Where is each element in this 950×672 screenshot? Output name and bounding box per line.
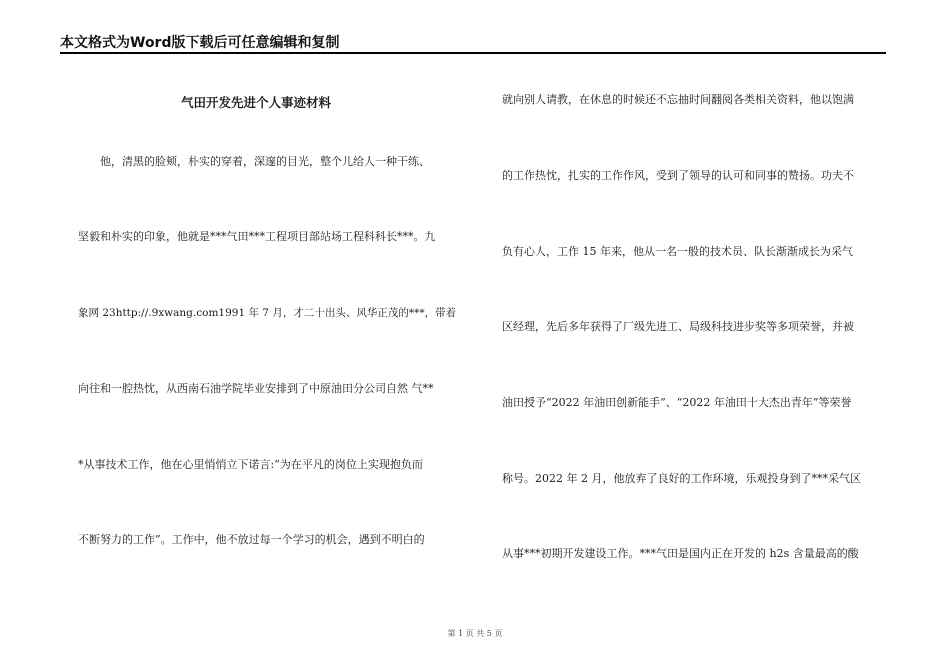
right-line: 区经理，先后多年获得了厂级先进工、局级科技进步奖等多项荣誉，并被 — [502, 320, 854, 333]
document-title: 气田开发先进个人事迹材料 — [180, 95, 331, 110]
right-line: 负有心人，工作 15 年来，他从一名一般的技术员、队长渐渐成长为采气 — [502, 245, 853, 258]
document-header: 本文格式为Word版下载后可任意编辑和复制 — [60, 35, 340, 51]
right-line: 就向别人请教，在休息的时候还不忘抽时间翻阅各类相关资料，他以饱满 — [502, 93, 854, 106]
right-line: 称号。2022 年 2 月，他放弃了良好的工作环境，乐观投身到了***采气区 — [502, 472, 861, 485]
left-line: 他，清黑的脸颊，朴实的穿着，深邃的目光，整个儿给人一种干练、 — [100, 155, 430, 168]
right-line: 油田授予“2022 年油田创新能手”、“2022 年油田十大杰出青年”等荣誉 — [502, 396, 852, 409]
left-line: 坚毅和朴实的印象，他就是***气田***工程项目部站场工程科科长***。九 — [78, 230, 436, 243]
left-line: 象网 23http://.9xwang.com1991 年 7 月，才二十出头、风华正茂的***，带着 — [78, 307, 457, 319]
header-divider — [60, 52, 886, 54]
right-line: 的工作热忱，扎实的工作作风，受到了领导的认可和同事的赞扬。功夫不 — [502, 169, 854, 182]
left-line: 向往和一腔热忱，从西南石油学院毕业安排到了中原油田分公司自然 气** — [78, 382, 434, 395]
left-line: 不断努力的工作”。工作中，他不放过每一个学习的机会，遇到不明白的 — [78, 533, 425, 546]
left-line: *从事技术工作，他在心里悄悄立下诺言:“为在平凡的岗位上实现抱负而 — [78, 458, 423, 471]
right-line: 从事***初期开发建设工作。***气田是国内正在开发的 h2s 含量最高的酸 — [502, 547, 859, 560]
page-number: 第 1 页 共 5 页 — [447, 629, 503, 638]
